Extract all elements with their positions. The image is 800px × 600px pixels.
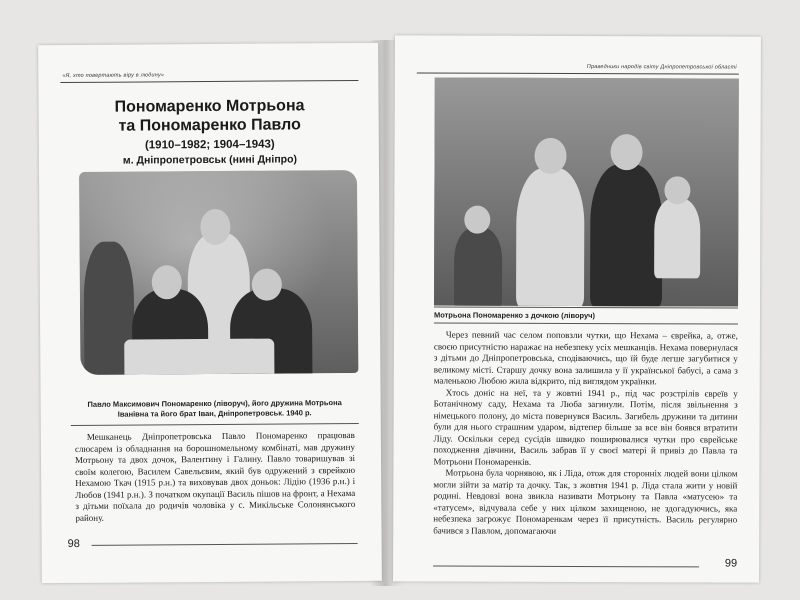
photo-figure-boy xyxy=(454,228,502,307)
left-page-number: 98 xyxy=(67,537,80,550)
right-running-head: Праведники народів світу Дніпропетровської області xyxy=(586,64,737,71)
photo-table-cloth xyxy=(124,339,274,375)
right-photo-caption: Мотрьона Пономаренко з дочкою (ліворуч) xyxy=(433,310,596,321)
right-body-text xyxy=(433,330,738,538)
right-footer-rule xyxy=(433,565,699,567)
left-paragraph-1: Мешканець Дніпропетровська Павло Пономаренко працював слюсарем із обладнання на борошномельному комбінаті, мав дружину Мотрьону та двох дочок, Валентину і Галину. Павло товаришував зі своїм колегою, Василем Савельєвим, який був одружений з єврейкою Нехамою Ткач (1915 р.н.) та виховував двох доньок: Лідію (1936 р.н.) і Любов (1941 р.н.). З початком окупації Василь пішов на фронт, а Нехама з дітьми поїхала до родичів чоловіка у с. Микільське Солонянського району. xyxy=(74,429,356,523)
left-header-rule xyxy=(60,80,358,83)
right-paragraph-1: Через певний час селом поповзли чутки, що Нехама – єврейка, а, отже, своєю присутністю наражає на небезпеку усіх мешканців. Нехама повернулася з дітьми до Дніпропетровська, сподіваючись, що їй буде легше загубитися у великому місті. Старшу дочку вона залишила у її української бабусі, а сама з маленькою Любою жила відкрито, під виглядом українки. xyxy=(433,329,738,387)
title-line-2: та Пономаренко Павло xyxy=(118,116,301,135)
photo-figure-girl xyxy=(654,198,700,278)
right-page xyxy=(393,35,761,582)
photo-figure-woman-left xyxy=(516,168,584,307)
left-running-head: «Я, хто повертають віру в людину» xyxy=(62,72,165,80)
right-header-rule xyxy=(417,72,739,74)
right-paragraph-2: Хтось доніс на неї, та у жовтні 1941 р., під час розстрілів євреїв у Ботанічному саду, Нехама та Люба загинули. Потім, після звільнення з німецького полону, до міста повернувся Василь. Загибель дружини та дитини були для нього страшним ударом, відтепер більше за все він боявся втратити Ліду. Оскільки серед сусідів швидко поширювалися чутки про єврейське походження дівчини, Василь забрав її у своєї матері й привіз до Павла та Мотрьони Пономаренків. xyxy=(433,387,738,467)
photo-head-woman xyxy=(200,209,230,245)
photo-head-girl xyxy=(664,176,690,204)
photo-head-woman-left xyxy=(534,138,566,174)
left-caption-rule xyxy=(71,423,359,426)
left-page xyxy=(38,43,382,583)
left-photo-caption: Павло Максимович Пономаренко (ліворуч), його дружина Мотрьона Іванівна та його брат Іван, Дніпропетровськ. 1940 р. xyxy=(87,398,342,419)
title-years: (1910–1982; 1904–1943) xyxy=(144,138,275,152)
photo-head-man-right xyxy=(252,268,282,300)
photo-figure-woman-right xyxy=(590,164,663,307)
left-footer-rule xyxy=(92,543,358,546)
photo-head-boy xyxy=(464,206,490,234)
title-line-1: Пономаренко Мотрьона xyxy=(114,97,305,116)
article-title xyxy=(62,96,356,168)
photo-head-woman-right xyxy=(610,134,642,170)
right-caption-rule-top xyxy=(434,307,738,309)
right-paragraph-3: Мотрьона була чорнявою, як і Ліда, отож для сторонніх людей вони цілком могли зійти за матір та дочку. Так, з жовтня 1941 р. Ліда стала жити у новій родині. Невдовзі вона звикла називати Мотрьону та Павла «матусею» та «татусем», відчувала себе у них цілком захищеною, не здогадуючись, яка небезпека загрожує Пономаренкам через її присутність. Василь регулярно бачився з Павлом, допомагаючи xyxy=(433,467,738,536)
mother-daughter-photo xyxy=(434,78,739,307)
left-body-text xyxy=(75,430,356,524)
family-photo-three-people xyxy=(79,170,358,375)
right-page-number: 99 xyxy=(724,557,738,570)
photo-head-man-left xyxy=(152,265,182,299)
title-city: м. Дніпропетровськ (нині Дніпро) xyxy=(122,153,298,167)
right-caption-rule-bottom xyxy=(434,323,738,325)
